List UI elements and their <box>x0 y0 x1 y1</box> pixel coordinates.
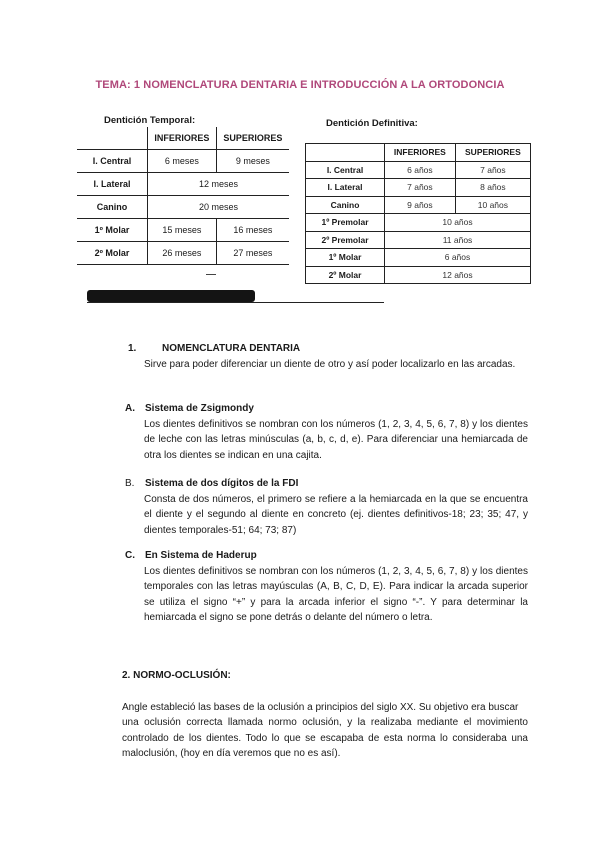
table-cell: 9 años <box>385 196 456 214</box>
table-cell: 15 meses <box>148 219 217 242</box>
table-cell: 20 meses <box>148 196 290 219</box>
table-cell: 6 años <box>385 249 531 267</box>
divider <box>87 302 384 303</box>
section-heading <box>128 341 528 357</box>
table-cell: 6 años <box>385 161 456 179</box>
row-label: Canino <box>77 196 148 219</box>
row-label: I. Central <box>306 161 385 179</box>
row-label: 1º Molar <box>77 219 148 242</box>
table-cell: 12 meses <box>148 173 290 196</box>
row-label: 1º Premolar <box>306 214 385 232</box>
section-letter: A. <box>125 403 135 414</box>
section-title: NOMENCLATURA DENTARIA <box>162 343 301 354</box>
table-cell: 11 años <box>385 231 531 249</box>
table-row <box>306 249 531 267</box>
column-header: INFERIORES <box>148 127 217 150</box>
section-letter: C. <box>125 550 135 561</box>
table-row <box>306 144 531 162</box>
section-title: 2. NORMO-OCLUSIÓN: <box>122 670 231 681</box>
temporal-table <box>77 127 289 265</box>
table-cell: 6 meses <box>148 150 217 173</box>
table-cell: 8 años <box>455 179 530 197</box>
table-row <box>77 196 289 219</box>
section-heading <box>125 476 528 492</box>
section-heading <box>125 401 528 417</box>
table-row <box>306 231 531 249</box>
table-row <box>77 127 289 150</box>
page-title: TEMA: 1 NOMENCLATURA DENTARIA E INTRODUCCIÓN A LA ORTODONCIA <box>95 79 505 91</box>
column-header: INFERIORES <box>385 144 456 162</box>
table-row <box>77 150 289 173</box>
table-row <box>77 242 289 265</box>
section-title: Sistema de Zsigmondy <box>145 403 254 414</box>
table-row <box>306 161 531 179</box>
redacted-mark <box>87 290 255 302</box>
table-cell: 7 años <box>385 179 456 197</box>
definitiva-caption: Dentición Definitiva: <box>326 118 418 129</box>
section-heading <box>125 548 528 564</box>
section-letter: B. <box>125 478 135 489</box>
table-cell <box>306 144 385 162</box>
section-body: una oclusión correcta llamada normo oclusión, y la realizaba mediante el movimiento controlado de los dientes. Todo lo que se escapaba de esta norma lo consideraba una maloclusión, (hoy en día veremos que no es así). <box>122 717 528 759</box>
section-body: Consta de dos números, el primero se refiere a la hemiarcada en la que se encuentra el diente y el segundo al diente en concreto (ej. dientes definitivos-18; 23; 35; 47, y dientes temporales-51; 64; 73; 87) <box>144 493 528 536</box>
row-label: 1º Molar <box>306 249 385 267</box>
table-cell: 9 meses <box>216 150 289 173</box>
section-body: Angle estableció las bases de la oclusión a principios del siglo XX. Su objetivo era buscar <box>122 701 519 713</box>
table-row <box>306 179 531 197</box>
table-row <box>306 196 531 214</box>
column-header: SUPERIORES <box>455 144 530 162</box>
table-row <box>306 214 531 232</box>
section-body: Los dientes definitivos se nombran con los números (1, 2, 3, 4, 5, 6, 7, 8) y los dientes temporales con las letras mayúsculas (A, B, C, D, E). Para indicar la arcada superior se utiliza el signo “+” y para la arcada inferior el signo “-”. Y para determinar la hemiarcada el signo se pone detrás o delante del número o letra. <box>144 565 528 623</box>
row-label: I. Lateral <box>306 179 385 197</box>
table-row <box>77 219 289 242</box>
section-body: Los dientes definitivos se nombran con los números (1, 2, 3, 4, 5, 6, 7, 8) y los dientes de leche con las letras minúsculas (a, b, c, d, e). Para diferenciar una hemiarcada de otra los dientes se indican en una cajita. <box>144 418 528 461</box>
table-cell: 7 años <box>455 161 530 179</box>
table-cell: 10 años <box>385 214 531 232</box>
temporal-caption: Dentición Temporal: <box>104 115 196 126</box>
row-label: 2º Molar <box>306 266 385 284</box>
row-label: 2º Premolar <box>306 231 385 249</box>
table-cell: 27 meses <box>216 242 289 265</box>
column-header: SUPERIORES <box>216 127 289 150</box>
table-cell: 12 años <box>385 266 531 284</box>
table-cell: 10 años <box>455 196 530 214</box>
row-label: Canino <box>306 196 385 214</box>
table-cell: 26 meses <box>148 242 217 265</box>
section-normo-oclusion <box>122 668 528 762</box>
section-body: Sirve para poder diferenciar un diente de otro y así poder localizarlo en las arcadas. <box>144 358 516 370</box>
row-label: I. Central <box>77 150 148 173</box>
definitiva-table <box>305 143 531 284</box>
section-fdi <box>125 476 528 538</box>
section-number: 1. <box>128 343 137 354</box>
table-cell <box>77 127 148 150</box>
row-label: 2º Molar <box>77 242 148 265</box>
table-row <box>306 266 531 284</box>
section-zsigmondy <box>125 401 528 463</box>
section-title: Sistema de dos dígitos de la FDI <box>145 478 299 489</box>
row-label: I. Lateral <box>77 173 148 196</box>
section-nomenclatura <box>128 341 528 372</box>
temporal-dash <box>206 274 216 275</box>
section-haderup <box>125 548 528 626</box>
section-title: En Sistema de Haderup <box>145 550 257 561</box>
table-cell: 16 meses <box>216 219 289 242</box>
table-row <box>77 173 289 196</box>
